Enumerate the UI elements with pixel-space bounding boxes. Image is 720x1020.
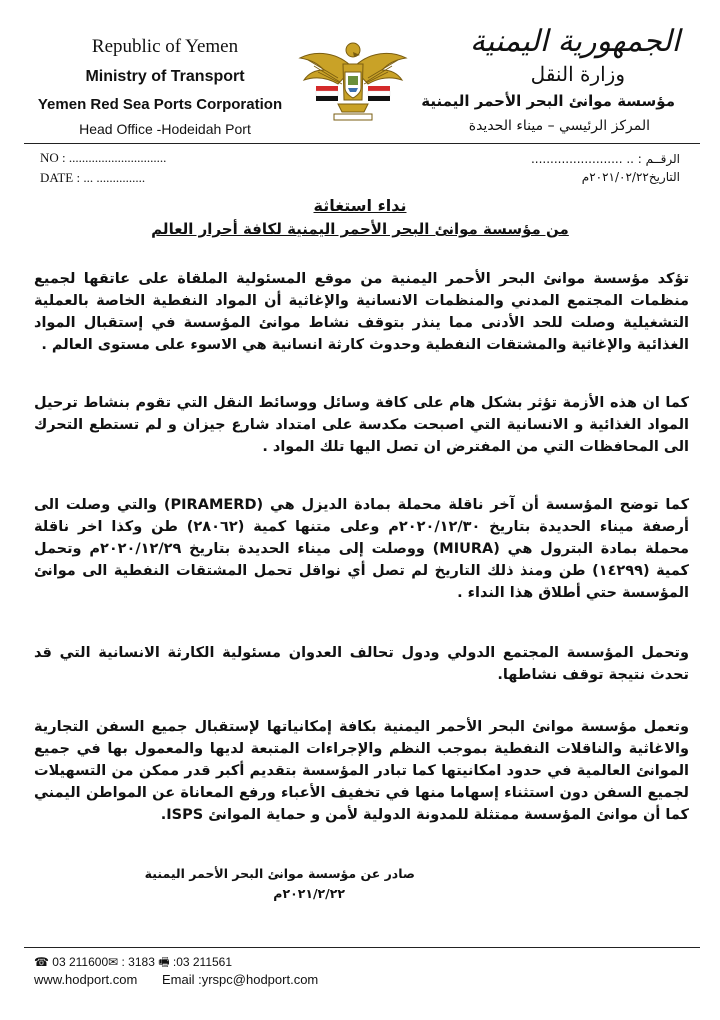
footer-email[interactable]: Email :yrspc@hodport.com xyxy=(162,972,319,987)
paragraph-2: كما ان هذه الأزمة تؤثر بشكل هام على كافة وسائل ووسائط النقل التي تقوم بنشاط ترحيل المواد الغذائية و الانسانية التي اصبحت مكدسة على امتداد شارع جيزان و لم تستطع التحرك الى المحافظات التي من المفترض ان تصل اليها تلك المواد . xyxy=(34,395,689,455)
en-office: Head Office -Hodeidah Port xyxy=(79,121,251,137)
letter-title: نداء استغاثة xyxy=(313,196,407,215)
issued-by: صادر عن مؤسسة موانئ البحر الأحمر اليمنية xyxy=(144,866,415,881)
paragraph-4: وتحمل المؤسسة المجتمع الدولي ودول تحالف العدوان مسئولية الكارثة الانسانية التي قد تحدث نتيجة توقف نشاطها. xyxy=(34,645,689,683)
ar-country: الجمهورية اليمنية xyxy=(469,24,680,59)
ar-office: المركز الرئيسي – ميناء الحديدة xyxy=(468,118,650,134)
header-divider xyxy=(24,143,700,144)
en-ministry: Ministry of Transport xyxy=(85,68,245,85)
reference-number-en: NO : .............................. xyxy=(40,150,167,165)
reference-date-en: DATE : ... ............... xyxy=(40,170,146,185)
eagle-emblem-icon xyxy=(298,30,408,140)
footer-phones: ☎ 03 211600✉ : 3183 🖷 :03 211561 xyxy=(34,955,233,969)
paragraph-3: كما توضح المؤسسة أن آخر ناقلة محملة بمادة الديزل هي (PIRAMERD) والتي وصلت الى أرصفة ميناء الحديدة بتاريخ ٢٠٢٠/١٢/٣٠م وعلى متنها كمية (٢٨٠٦٢) طن وكذا اخر ناقلة محملة بمادة البترول هي (MIURA) ووصلت إلى ميناء الحديدة بتاريخ ٢٠٢٠/١٢/٢٩م وتحمل كمية (١٤٢٩٩) طن ومنذ ذلك التاريخ لم تصل أي نواقل تحمل المشتقات النفطية الى موانئ المؤسسة حتي أطلاق هذا النداء . xyxy=(34,497,689,601)
paragraph-5: وتعمل مؤسسة موانئ البحر الأحمر اليمنية بكافة إمكانياتها لإستقبال جميع السفن التجارية والاغاثية والناقلات النفطية بموجب النظم والإجراءات المتبعة لديها والمعمول بها في جميع الموانئ العالمية في حدود امكانيتها كما تبادر المؤسسة بتقديم أكبر قدر ممكن من التسهيلات لجميع السفن دون استثناء إسهاما منها في تخفيف الأعباء ورفع المعاناة عن المواطن اليمني كما أن موانئ المؤسسة ممتثلة للمدونة الدولية لأمن و حماية الموانئ ISPS. xyxy=(34,719,689,823)
paragraph-1: تؤكد مؤسسة موانئ البحر الأحمر اليمنية من موقع المسئولية الملقاة على عاتقها لجميع منظمات المجتمع المدني والمنظمات الانسانية والإغاثية أن المواد النفطية الخاصة بالعملية التشغيلية وصلت للحد الأدنى مما ينذر بتوقف نشاط موانئ المؤسسة في إستقبال المواد الغذائية والإغاثية والمشتقات النفطية وحدوث كارثة انسانية هي الاسوء على مستوى العالم . xyxy=(34,271,689,353)
ar-corporation: مؤسسة موانئ البحر الأحمر اليمنية xyxy=(421,92,675,110)
reference-number-ar: الرقــم : .. ........................ xyxy=(530,152,680,166)
en-country: Republic of Yemen xyxy=(91,36,239,57)
footer-website[interactable]: www.hodport.com xyxy=(34,972,138,987)
issued-date: ٢٠٢١/٢/٢٢م xyxy=(273,886,345,901)
en-corporation: Yemen Red Sea Ports Corporation xyxy=(37,96,283,113)
reference-date-ar: التاريخ٢٠٢١/٠٢/٢٢م xyxy=(581,170,680,184)
letter-subtitle: من مؤسسة موانئ البحر الأحمر اليمنية لكافة أحرار العالم xyxy=(151,220,569,238)
footer-divider xyxy=(24,947,700,948)
ar-ministry: وزارة النقل xyxy=(530,62,625,86)
